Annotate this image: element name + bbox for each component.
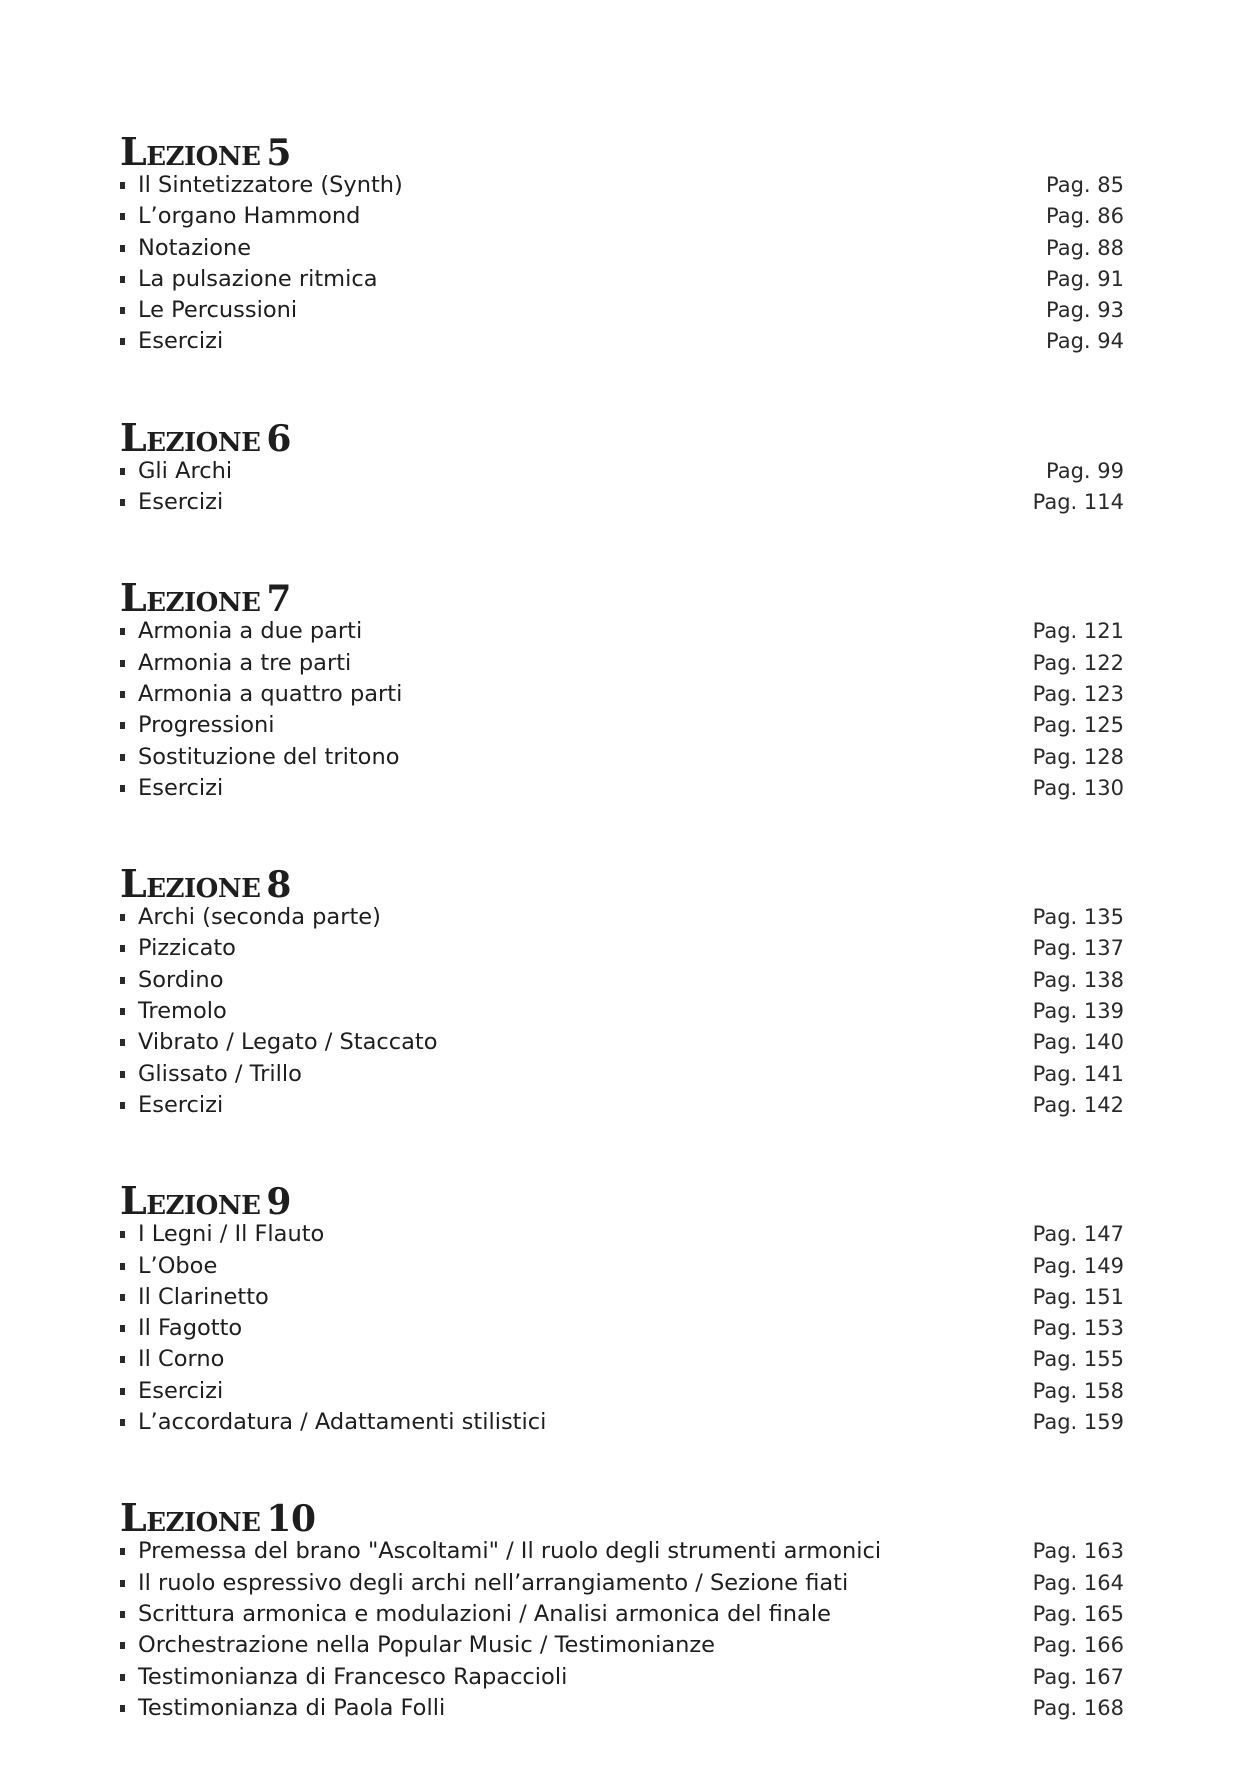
- square-bullet-icon: [120, 1039, 125, 1046]
- toc-entry-page: Pag. 86: [1046, 204, 1124, 229]
- toc-entry-page: Pag. 93: [1046, 298, 1124, 323]
- toc-entry: [120, 773, 1124, 804]
- toc-entry: [120, 170, 1124, 201]
- square-bullet-icon: [120, 691, 125, 698]
- toc-entry: [120, 648, 1124, 679]
- square-bullet-icon: [120, 1071, 125, 1078]
- toc-entry-page: Pag. 141: [1032, 1061, 1124, 1086]
- lesson-section: [120, 861, 1124, 1121]
- toc-entry-label: La pulsazione ritmica: [138, 265, 378, 292]
- toc-entry-label: Sordino: [138, 966, 224, 993]
- toc-entry-label: Esercizi: [138, 774, 224, 801]
- toc-entry-page: Pag. 153: [1032, 1316, 1124, 1341]
- lesson-number: 7: [266, 578, 291, 621]
- toc-entry: [120, 1090, 1124, 1121]
- toc-entry-page: Pag. 151: [1032, 1284, 1124, 1309]
- toc-entry: [120, 1662, 1124, 1693]
- toc-entry-page: Pag. 88: [1046, 235, 1124, 260]
- square-bullet-icon: [120, 722, 125, 729]
- toc-entry: [120, 616, 1124, 647]
- toc-entry-label: Il Corno: [138, 1346, 225, 1373]
- square-bullet-icon: [120, 213, 125, 220]
- toc-entry-page: Pag. 128: [1032, 744, 1124, 769]
- toc-entry: [120, 1344, 1124, 1375]
- toc-entry: [120, 326, 1124, 357]
- lesson-section: [120, 1178, 1124, 1438]
- toc-entry-label: Progressioni: [138, 712, 275, 739]
- square-bullet-icon: [120, 1231, 125, 1238]
- lesson-item-list: [120, 1219, 1124, 1438]
- toc-entry: [120, 1630, 1124, 1661]
- toc-entry: [120, 1251, 1124, 1282]
- square-bullet-icon: [120, 1705, 125, 1712]
- toc-entry-page: Pag. 121: [1032, 619, 1124, 644]
- toc-entry-page: Pag. 142: [1032, 1092, 1124, 1117]
- square-bullet-icon: [120, 245, 125, 252]
- toc-entry-page: Pag. 159: [1032, 1410, 1124, 1435]
- lesson-section: [120, 129, 1124, 358]
- toc-entry-label: Armonia a due parti: [138, 618, 363, 645]
- lesson-number: 10: [266, 1498, 316, 1541]
- lesson-title: [120, 1178, 1124, 1224]
- lesson-title: [120, 861, 1124, 907]
- square-bullet-icon: [120, 468, 125, 475]
- lesson-item-list: [120, 170, 1124, 358]
- toc-entry: [120, 1407, 1124, 1438]
- toc-entry: [120, 1282, 1124, 1313]
- square-bullet-icon: [120, 1388, 125, 1395]
- toc-entry: [120, 1219, 1124, 1250]
- toc-entry-page: Pag. 138: [1032, 967, 1124, 992]
- lesson-section: [120, 1495, 1124, 1724]
- toc-entry: [120, 233, 1124, 264]
- lesson-section: [120, 414, 1124, 519]
- toc-entry-label: Le Percussioni: [138, 297, 298, 324]
- toc-entry-label: Esercizi: [138, 1377, 224, 1404]
- toc-entry: [120, 1693, 1124, 1724]
- lesson-title: [120, 575, 1124, 621]
- toc-entry-label: Testimonianza di Paola Folli: [138, 1694, 446, 1721]
- toc-entry: [120, 1568, 1124, 1599]
- toc-entry-label: Scrittura armonica e modulazioni / Analisi armonica del finale: [138, 1600, 831, 1627]
- toc-entry-label: Orchestrazione nella Popular Music / Testimonianze: [138, 1632, 716, 1659]
- toc-entry-page: Pag. 140: [1032, 1030, 1124, 1055]
- square-bullet-icon: [120, 338, 125, 345]
- lesson-title-word: Lezione: [120, 861, 261, 907]
- square-bullet-icon: [120, 914, 125, 921]
- toc-entry: [120, 902, 1124, 933]
- square-bullet-icon: [120, 307, 125, 314]
- toc-entry: [120, 295, 1124, 326]
- toc-entry: [120, 1599, 1124, 1630]
- lesson-title: [120, 129, 1124, 174]
- toc-entry-page: Pag. 91: [1046, 266, 1124, 291]
- toc-entry-page: Pag. 139: [1032, 999, 1124, 1024]
- toc-entry-label: Sostituzione del tritono: [138, 743, 400, 770]
- lesson-item-list: [120, 902, 1124, 1121]
- lesson-title-word: Lezione: [120, 1178, 261, 1224]
- lesson-title-word: Lezione: [120, 129, 261, 174]
- lesson-item-list: [120, 456, 1124, 519]
- toc-entry-page: Pag. 164: [1032, 1570, 1124, 1595]
- toc-entry: [120, 1376, 1124, 1407]
- square-bullet-icon: [120, 1008, 125, 1015]
- square-bullet-icon: [120, 1294, 125, 1301]
- square-bullet-icon: [120, 1642, 125, 1649]
- lesson-title: [120, 414, 1124, 460]
- toc-entry-label: Il Fagotto: [138, 1315, 243, 1342]
- square-bullet-icon: [120, 276, 125, 283]
- toc-entry-page: Pag. 135: [1032, 905, 1124, 930]
- toc-entry: [120, 201, 1124, 232]
- toc-entry-page: Pag. 158: [1032, 1378, 1124, 1403]
- toc-entry-page: Pag. 167: [1032, 1664, 1124, 1689]
- toc-entry-page: Pag. 85: [1046, 173, 1124, 197]
- toc-entry-page: Pag. 125: [1032, 713, 1124, 738]
- toc-entry-label: L’organo Hammond: [138, 203, 361, 230]
- toc-entry: [120, 965, 1124, 996]
- square-bullet-icon: [120, 945, 125, 952]
- toc-entry-label: Armonia a tre parti: [138, 649, 352, 676]
- square-bullet-icon: [120, 660, 125, 667]
- toc-entry-page: Pag. 137: [1032, 936, 1124, 961]
- toc-entry-label: Gli Archi: [138, 457, 233, 484]
- lesson-section: [120, 575, 1124, 804]
- lesson-title: [120, 1495, 1124, 1541]
- toc-entry: [120, 1536, 1124, 1567]
- square-bullet-icon: [120, 1611, 125, 1618]
- toc-entry-label: Il Clarinetto: [138, 1283, 269, 1310]
- toc-entry: [120, 996, 1124, 1027]
- toc-entry-label: Glissato / Trillo: [138, 1060, 302, 1087]
- toc-entry-label: L’Oboe: [138, 1252, 218, 1279]
- lesson-number: 9: [266, 1181, 291, 1224]
- lesson-item-list: [120, 1536, 1124, 1724]
- toc-entry: [120, 487, 1124, 518]
- toc-entry-page: Pag. 122: [1032, 650, 1124, 675]
- toc-entry-page: Pag. 123: [1032, 681, 1124, 706]
- square-bullet-icon: [120, 785, 125, 792]
- square-bullet-icon: [120, 1263, 125, 1270]
- toc-entry: [120, 1059, 1124, 1090]
- toc-entry-page: Pag. 149: [1032, 1253, 1124, 1278]
- square-bullet-icon: [120, 182, 125, 189]
- square-bullet-icon: [120, 754, 125, 761]
- square-bullet-icon: [120, 1356, 125, 1363]
- toc-entry-label: Il Sintetizzatore (Synth): [138, 172, 403, 198]
- lesson-title-word: Lezione: [120, 575, 261, 621]
- toc-entry-page: Pag. 114: [1032, 490, 1124, 515]
- square-bullet-icon: [120, 499, 125, 506]
- toc-entry-label: Notazione: [138, 234, 252, 261]
- toc-entry: [120, 933, 1124, 964]
- square-bullet-icon: [120, 1102, 125, 1109]
- square-bullet-icon: [120, 1325, 125, 1332]
- lesson-number: 8: [266, 864, 291, 907]
- toc-entry-label: Archi (seconda parte): [138, 904, 381, 931]
- square-bullet-icon: [120, 977, 125, 984]
- toc-entry-page: Pag. 155: [1032, 1347, 1124, 1372]
- toc-entry: [120, 679, 1124, 710]
- toc-entry-page: Pag. 166: [1032, 1633, 1124, 1658]
- toc-entry: [120, 1313, 1124, 1344]
- toc-entry-label: Esercizi: [138, 328, 224, 355]
- table-of-contents: [120, 129, 1124, 1784]
- square-bullet-icon: [120, 1419, 125, 1426]
- toc-entry: [120, 1027, 1124, 1058]
- toc-entry: [120, 742, 1124, 773]
- lesson-title-word: Lezione: [120, 1495, 261, 1541]
- toc-entry-label: Testimonianza di Francesco Rapaccioli: [138, 1663, 568, 1690]
- toc-entry: [120, 710, 1124, 741]
- toc-entry-label: Premessa del brano "Ascoltami" / Il ruolo degli strumenti armonici: [138, 1538, 882, 1565]
- lesson-title-word: Lezione: [120, 414, 261, 460]
- toc-entry-label: L’accordatura / Adattamenti stilistici: [138, 1409, 547, 1436]
- toc-entry-label: Il ruolo espressivo degli archi nell’arrangiamento / Sezione fiati: [138, 1569, 849, 1596]
- square-bullet-icon: [120, 1548, 125, 1555]
- toc-entry-page: Pag. 163: [1032, 1539, 1124, 1564]
- toc-entry-label: Esercizi: [138, 489, 224, 516]
- square-bullet-icon: [120, 1674, 125, 1681]
- toc-entry-page: Pag. 168: [1032, 1695, 1124, 1720]
- square-bullet-icon: [120, 628, 125, 635]
- toc-entry-page: Pag. 130: [1032, 775, 1124, 800]
- lesson-number: 5: [266, 132, 291, 174]
- toc-entry-label: Armonia a quattro parti: [138, 680, 403, 707]
- toc-entry: [120, 264, 1124, 295]
- square-bullet-icon: [120, 1580, 125, 1587]
- lesson-item-list: [120, 616, 1124, 804]
- lesson-number: 6: [266, 417, 291, 460]
- toc-entry-label: Tremolo: [138, 998, 227, 1025]
- toc-entry-page: Pag. 94: [1046, 329, 1124, 354]
- toc-entry-page: Pag. 99: [1046, 458, 1124, 483]
- toc-entry-label: Pizzicato: [138, 935, 236, 962]
- toc-entry: [120, 456, 1124, 487]
- toc-entry-page: Pag. 147: [1032, 1222, 1124, 1247]
- toc-entry-label: Esercizi: [138, 1091, 224, 1118]
- toc-entry-label: I Legni / Il Flauto: [138, 1221, 325, 1248]
- toc-entry-page: Pag. 165: [1032, 1601, 1124, 1626]
- toc-entry-label: Vibrato / Legato / Staccato: [138, 1029, 438, 1056]
